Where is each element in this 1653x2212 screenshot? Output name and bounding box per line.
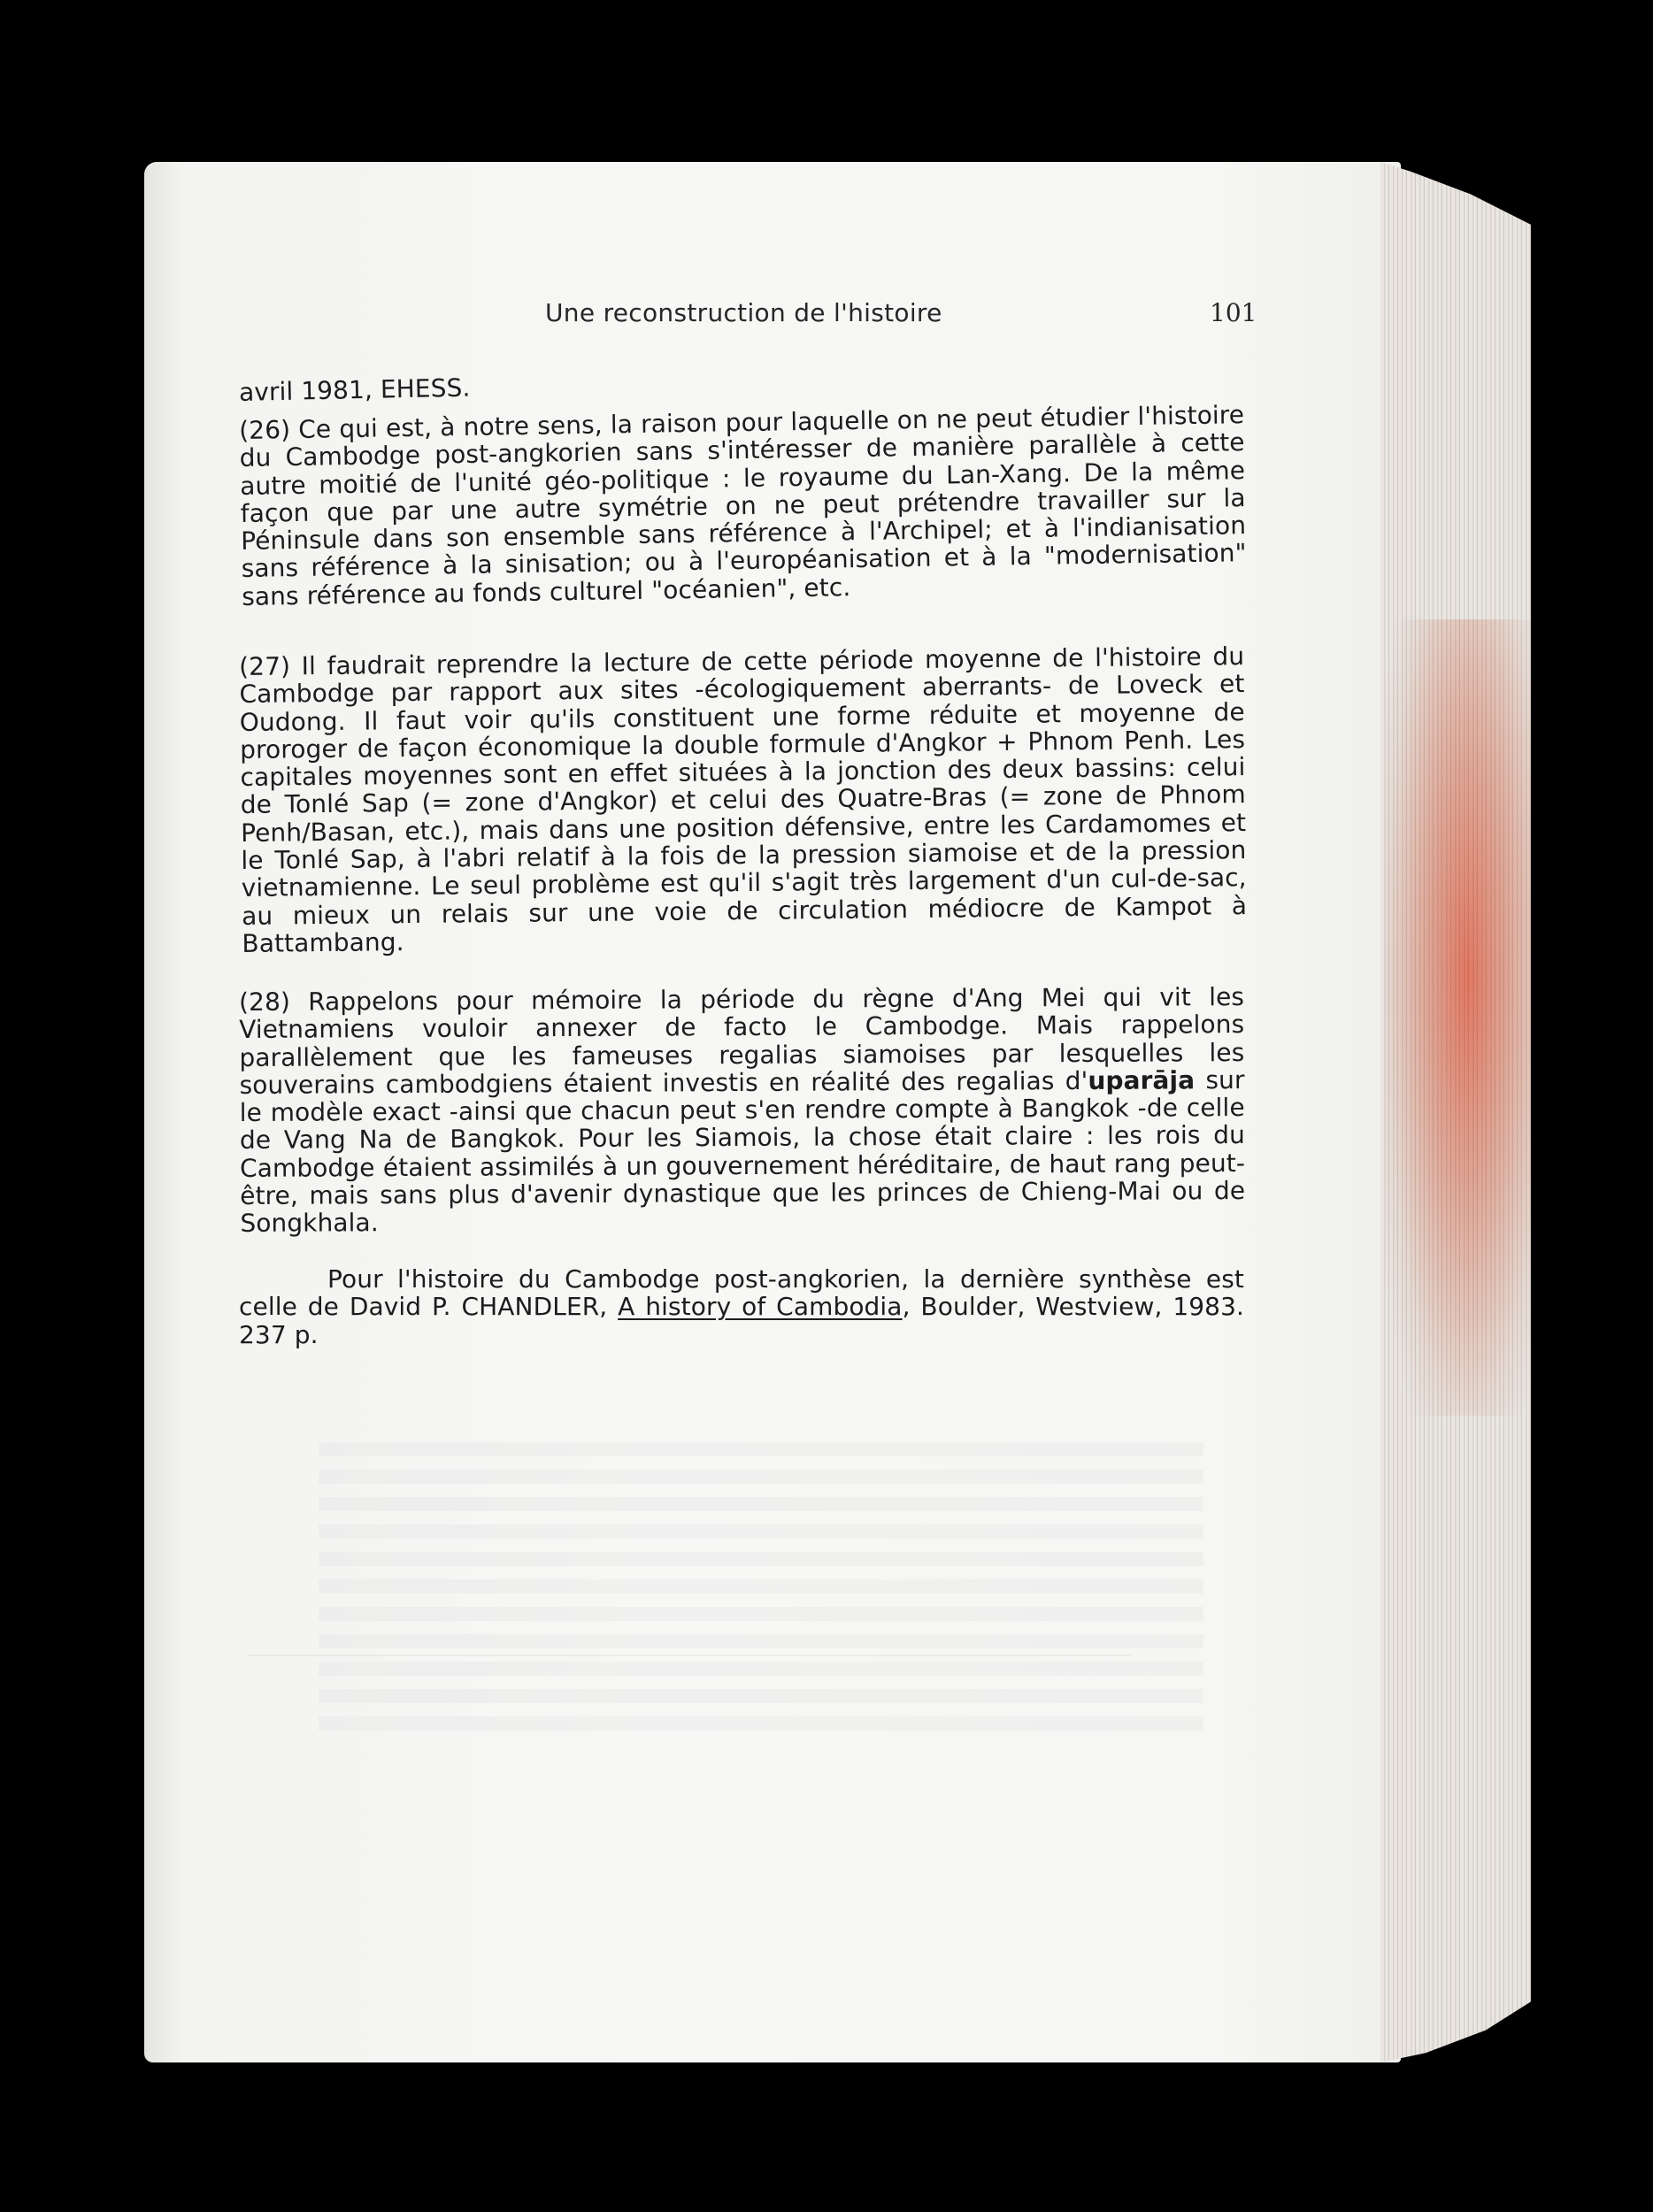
running-title: Une reconstruction de l'histoire	[545, 298, 942, 327]
book-title: A history of Cambodia	[618, 1292, 903, 1322]
footnote-27: (27) Il faudrait reprendre la lecture de cette période moyenne de l'histoire du Cambodge par rapport aux sites -écologiquement aberrants- de Loveck et Oudong. Il faut voir qu'ils constituent une forme réduite et moyenne de proroger de façon économique la double formule d'Angkor + Phnom Penh. Les capitales moyennes sont en effet situées à la jonction des deux bassins: celui de Tonlé Sap (= zone d'Angkor) et celui des Quatre-Bras (= zone de Phnom Penh/Basan, etc.), mais dans une position défensive, entre les Cardamomes et le Tonlé Sap, à l'abri relatif à la fois de la pression siamoise et de la pression vietnamienne. Le seul problème est qu'il s'agit très largement d'un cul-de-sac, au mieux un relais sur une voie de circulation médiocre de Kampot à Battambang.	[238, 641, 1248, 958]
uparaja-term: uparāja	[1088, 1065, 1196, 1095]
closing-text-end: , Boulder, Westview, 1983. 237 p.	[239, 1292, 1244, 1349]
closing-paragraph	[239, 1265, 1244, 1348]
page-edge-tint	[1385, 619, 1535, 1416]
closing-text: Pour l'histoire du Cambodge post-angkorien, la dernière synthèse est celle de David P. CHANDLER,	[239, 1264, 1244, 1322]
opening-line: avril 1981, EHESS.	[238, 373, 471, 407]
footnote-28-text: (28) Rappelons pour mémoire la période du règne d'Ang Mei qui vit les Vietnamiens vouloir annexer de facto le Cambodge. Mais rappelons parallèlement que les fameuses regalias siamoises par lesquelles les souverains cambodgiens étaient investis en réalité des regalias d'	[238, 982, 1245, 1100]
show-through-rule	[248, 1655, 1133, 1692]
footnote-26: (26) Ce qui est, à notre sens, la raison pour laquelle on ne peut étudier l'histoire du Cambodge post-angkorien sans s'intéresser de manière parallèle à cette autre moitié de l'unité géo-politique : le royaume du Lan-Xang. De la même façon que par une autre symétrie on ne peut prétendre travailler sur la Péninsule dans son ensemble sans référence à l'Archipel; et à l'indianisation sans référence à la sinisation; ou à l'européanisation et à la "modernisation" sans référence au fonds culturel "océanien", etc.	[238, 400, 1247, 611]
page-number: 101	[1210, 298, 1257, 327]
footnote-28	[239, 983, 1245, 1238]
footnote-28-text-continued: sur le modèle exact -ainsi que chacun peut s'en rendre compte à Bangkok -de celle de Vang Na de Bangkok. Pour les Siamois, la chose était claire : les rois du Cambodge étaient assimilés à un gouvernement héréditaire, de haut rang peut-être, mais sans plus d'avenir dynastique que les princes de Chieng-Mai ou de Songkhala.	[239, 1064, 1246, 1239]
